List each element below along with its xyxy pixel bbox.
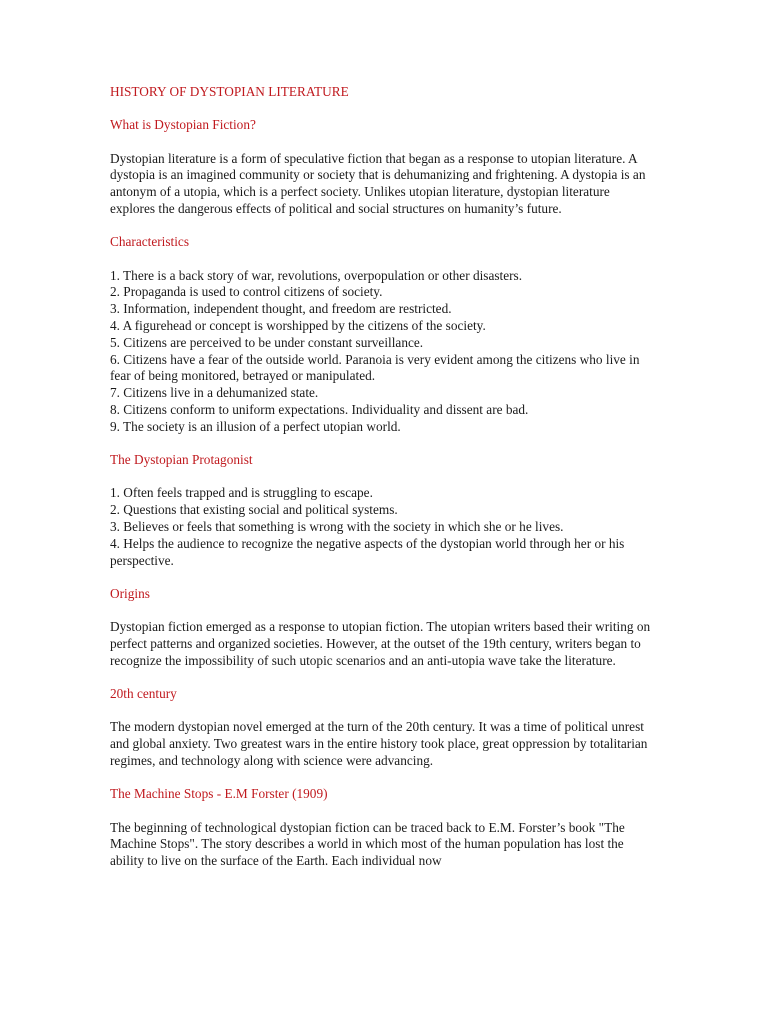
list-item: 2. Questions that existing social and political systems. (110, 502, 398, 518)
section-heading-characteristics: Characteristics (110, 234, 190, 250)
section-heading-20th-century: 20th century (110, 686, 177, 702)
list-item: 4. Helps the audience to recognize the negative aspects of the dystopian world through her or his perspective. (110, 535, 625, 568)
list-item: 1. Often feels trapped and is struggling to escape. (110, 485, 373, 501)
protagonist-list (110, 485, 658, 569)
list-item: 5. Citizens are perceived to be under constant surveillance. (110, 334, 424, 350)
section-paragraph-machine-stops: The beginning of technological dystopian fiction can be traced back to E.M. Forster’s book "The Machine Stops". The story describes a world in which most of the human population has lost the ability to live on the surface of the Earth. Each individual now (110, 819, 625, 869)
characteristics-list (110, 268, 658, 436)
section-paragraph-20th-century: The modern dystopian novel emerged at the turn of the 20th century. It was a time of political unrest and global anxiety. Two greatest wars in the entire history took place, great oppression by totalitarian regimes, and technology along with science were advancing. (110, 719, 648, 768)
list-item: 3. Information, independent thought, and freedom are restricted. (110, 301, 452, 317)
list-item: 1. There is a back story of war, revolutions, overpopulation or other disasters. (110, 267, 523, 283)
section-heading-what-is: What is Dystopian Fiction? (110, 117, 256, 133)
list-item: 7. Citizens live in a dehumanized state. (110, 385, 319, 401)
document-page (110, 84, 658, 870)
list-item: 9. The society is an illusion of a perfect utopian world. (110, 418, 401, 434)
section-heading-protagonist: The Dystopian Protagonist (110, 452, 253, 468)
list-item: 3. Believes or feels that something is wrong with the society in which she or he lives. (110, 518, 564, 534)
document-title: HISTORY OF DYSTOPIAN LITERATURE (110, 84, 349, 99)
section-heading-machine-stops: The Machine Stops - E.M Forster (1909) (110, 786, 328, 802)
section-paragraph-origins: Dystopian fiction emerged as a response to utopian fiction. The utopian writers based their writing on perfect patterns and organized societies. However, at the outset of the 19th century, writers began to recognize the impossibility of such utopic scenarios and an anti-utopia wave take the literature. (110, 619, 651, 668)
list-item: 8. Citizens conform to uniform expectations. Individuality and dissent are bad. (110, 401, 529, 417)
list-item: 2. Propaganda is used to control citizens of society. (110, 284, 383, 300)
section-paragraph-what-is: Dystopian literature is a form of speculative fiction that began as a response to utopian literature. A dystopia is an imagined community or society that is dehumanizing and frightening. A dystopia is an antonym of a utopia, which is a perfect society. Unlikes utopian literature, dystopian literature explores the dangerous effects of political and social structures on humanity’s future. (110, 150, 646, 216)
list-item: 4. A figurehead or concept is worshipped by the citizens of the society. (110, 317, 486, 333)
section-heading-origins: Origins (110, 585, 150, 601)
list-item: 6. Citizens have a fear of the outside world. Paranoia is very evident among the citizens who live in fear of being monitored, betrayed or manipulated. (110, 351, 640, 384)
